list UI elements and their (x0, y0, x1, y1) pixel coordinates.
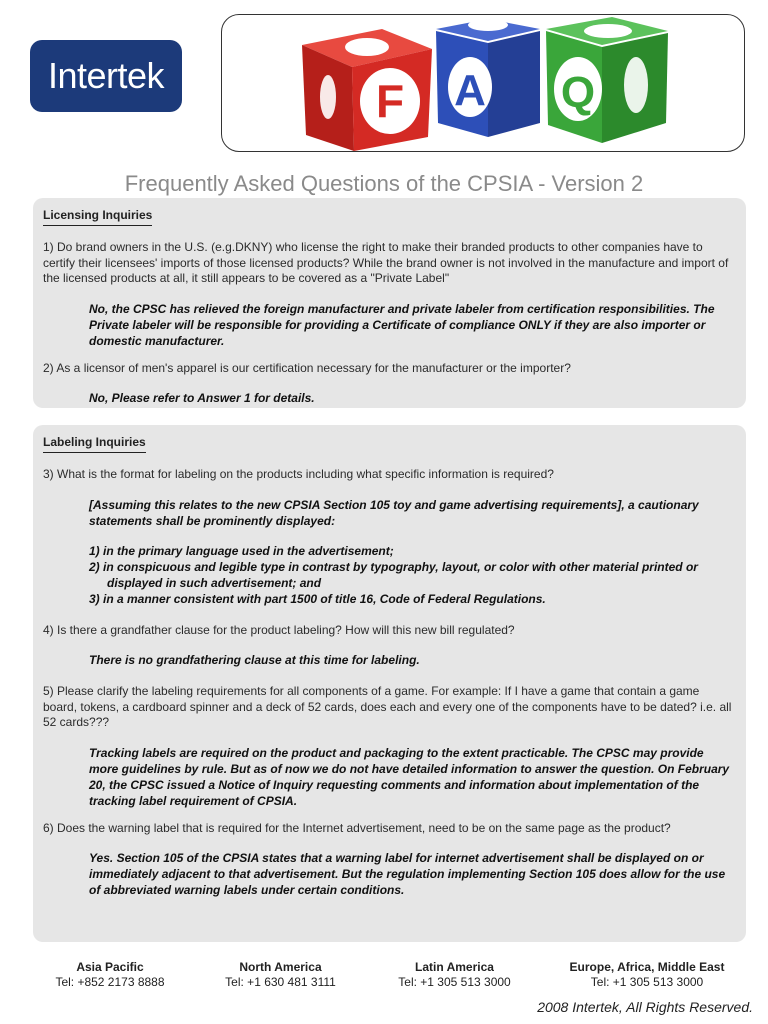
question-4: 4) Is there a grandfather clause for the product labeling? How will this new bill regulated? (43, 622, 515, 637)
answer-3-intro: [Assuming this relates to the new CPSIA Section 105 toy and game advertising requirements], a cautionary statements shall be prominently displayed: (89, 497, 699, 528)
office-latin-america (382, 960, 527, 990)
office-europe-africa-middle-east (552, 960, 742, 990)
block-f (302, 29, 432, 151)
office-name: Asia Pacific (76, 960, 144, 974)
answer-3-item: 3) in a manner consistent with part 1500 of title 16, Code of Federal Regulations. (89, 591, 546, 606)
page-title: Frequently Asked Questions of the CPSIA - Version 2 (124, 171, 644, 196)
answer-4: There is no grandfathering clause at this time for labeling. (89, 653, 420, 667)
answer-3-list (89, 543, 736, 607)
answer-2: No, Please refer to Answer 1 for details. (89, 391, 315, 405)
question-2: 2) As a licensor of men's apparel is our certification necessary for the manufacturer or the importer? (43, 360, 571, 375)
question-1: 1) Do brand owners in the U.S. (e.g.DKNY) who license the right to make their branded products to other companies have to certify their licensees' imports of those licensed products? While the brand owner is not involved in the manufacture and import of the licensed products at all, it still appears to be covered as a "Private Label" (43, 240, 729, 285)
office-north-america (208, 960, 353, 990)
office-phone: Tel: +1 630 481 3111 (225, 975, 336, 989)
answer-6: Yes. Section 105 of the CPSIA states that a warning label for internet advertisement shall be displayed on or immediately adjacent to that advertisement. But the regulation implementing Section 105 does allow for the use of abbreviated warning labels under certain conditions. (89, 851, 726, 897)
copyright-notice: 2008 Intertek, All Rights Reserved. (537, 999, 753, 1015)
office-asia-pacific (40, 960, 180, 990)
block-a (436, 19, 540, 137)
logo-text: Intertek (47, 55, 165, 96)
office-name: Europe, Africa, Middle East (569, 960, 725, 974)
answer-1: No, the CPSC has relieved the foreign manufacturer and private labeler from certification responsibilities. The Private labeler will be responsible for providing a Certificate of compliance ONLY if they are also importer or domestic manufacturer. (89, 301, 715, 348)
office-name: North America (239, 960, 322, 974)
office-phone: Tel: +1 305 513 3000 (590, 975, 704, 989)
block-a-letter: A (454, 66, 486, 115)
question-6: 6) Does the warning label that is required for the Internet advertisement, need to be on the same page as the product? (43, 820, 671, 835)
labeling-inquiries-panel (33, 425, 746, 942)
office-phone: Tel: +1 305 513 3000 (398, 975, 511, 989)
answer-5: Tracking labels are required on the product and packaging to the extent practicable. The CPSC may provide more guidelines by rule. But as of now we do not have detailed information to answer the question. On February 20, the CPSC issued a Notice of Inquiry requesting comments and information about implementation of the tracking label requirement of CPSIA. (89, 745, 730, 808)
licensing-inquiries-panel (33, 198, 746, 408)
answer-3-item: 2) in conspicuous and legible type in contrast by typography, layout, or color with other material printed or displayed in such advertisement; and (89, 559, 698, 590)
office-name: Latin America (415, 960, 494, 974)
office-phone: Tel: +852 2173 8888 (55, 975, 165, 989)
question-5: 5) Please clarify the labeling requirements for all components of a game. For example: If I have a game that contain a game board, tokens, a cardboard spinner and a deck of 52 cards, does each and every one of the components have to be dated? i.e. all 52 cards??? (43, 684, 732, 729)
question-3: 3) What is the format for labeling on the products including what specific information is required? (43, 467, 554, 481)
faq-blocks-banner (221, 14, 745, 152)
licensing-heading: Licensing Inquiries (43, 208, 152, 226)
intertek-logo (30, 40, 182, 112)
labeling-heading: Labeling Inquiries (43, 435, 146, 453)
faq-blocks-illustration (222, 15, 744, 151)
block-q (546, 17, 668, 143)
answer-3-item: 1) in the primary language used in the advertisement; (89, 543, 394, 558)
block-f-letter: F (375, 75, 405, 127)
block-q-letter: Q (560, 68, 596, 117)
footer-contacts (0, 960, 768, 994)
